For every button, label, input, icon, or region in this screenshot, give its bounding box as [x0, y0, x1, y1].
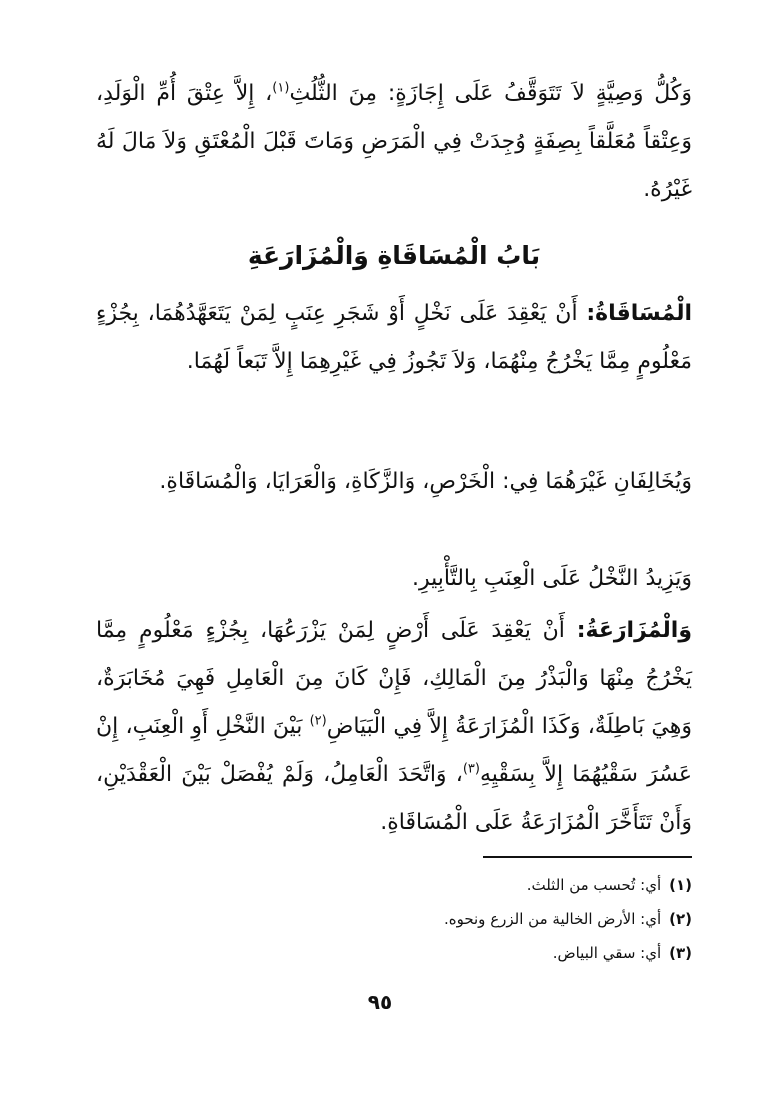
paragraph-text: ، وَاتَّحَدَ الْعَامِلُ، وَلَمْ يُفْصَلْ بَيْنَ الْعَقْدَيْنِ، وَأَنْ تَتَأَخَّرَ الْمُزَارَعَةُ عَلَى الْمُسَاقَاةِ. — [96, 762, 692, 835]
paragraph-muzaraa-definition — [96, 607, 692, 847]
paragraph-wasiyya — [96, 70, 692, 214]
paragraph-text: أَنْ يَعْقِدَ عَلَى نَخْلٍ أَوْ شَجَرِ عِنَبٍ لِمَنْ يَتَعَهَّدُهُمَا، بِجُزْءٍ مَعْلُومٍ مِمَّا يَخْرُجُ مِنْهُمَا، وَلاَ تَجُوزُ فِي غَيْرِهِمَا إِلاَّ تَبَعاً لَهُمَا. — [96, 301, 692, 374]
footnote-separator — [483, 856, 692, 858]
footnote-text: أي: تُحسب من الثلث. — [526, 876, 662, 894]
footnote-ref-3: (٣) — [462, 761, 480, 777]
footnote-number: (١) — [669, 876, 692, 894]
paragraph-text: بَيْنَ النَّخْلِ أَوِ الْعِنَبِ، إِنْ عَسُرَ سَقْيُهُمَا إِلاَّ بِسَقْيِهِ — [96, 714, 693, 787]
paragraph-text: وَكُلُّ وَصِيَّةٍ لاَ تَتَوَقَّفُ عَلَى إِجَازَةٍ: مِنَ الثُّلُثِ — [289, 81, 692, 106]
footnote-ref-1: (١) — [272, 80, 290, 96]
paragraph-musaqat-definition — [96, 290, 692, 386]
paragraph-text: أَنْ يَعْقِدَ عَلَى أَرْضٍ لِمَنْ يَزْرَعُهَا، بِجُزْءٍ مَعْلُومٍ مِمَّا يَخْرُجُ مِنْهَا وَالْبَذْرُ مِنَ الْمَالِكِ، فَإِنْ كَانَ مِنَ الْعَامِلِ فَهِيَ مُخَابَرَةٌ، وَهِيَ بَاطِلَةٌ، وَكَذَا الْمُزَارَعَةُ إِلاَّ فِي الْبَيَاضِ — [96, 618, 692, 739]
paragraph-tabir: وَيَزِيدُ النَّخْلُ عَلَى الْعِنَبِ بِالتَّأْبِيرِ. — [411, 566, 692, 591]
footnote-text: أي: سقي البياض. — [552, 944, 662, 962]
footnote-ref-2: (٢) — [309, 713, 327, 729]
chapter-heading: بَابُ الْمُسَاقَاةِ وَالْمُزَارَعَةِ — [247, 241, 541, 270]
footnote-item — [300, 936, 692, 970]
defined-term-musaqat: الْمُسَاقَاةُ: — [586, 301, 692, 326]
page-number: ٩٥ — [367, 990, 393, 1014]
footnote-item — [300, 868, 692, 902]
footnote-number: (٢) — [669, 910, 692, 928]
footnote-item — [300, 902, 692, 936]
footnote-number: (٣) — [669, 944, 692, 962]
paragraph-text: ، إِلاَّ عِتْقَ أُمِّ الْوَلَدِ، وَعِتْقاً مُعَلَّقاً بِصِفَةٍ وُجِدَتْ فِي الْمَرَضِ وَمَاتَ قَبْلَ الْمُعْتَقِ وَلاَ مَالَ لَهُ غَيْرُهُ. — [96, 81, 692, 202]
defined-term-muzaraa: وَالْمُزَارَعَةُ: — [576, 618, 692, 643]
footnotes — [300, 868, 692, 970]
paragraph-differences: وَيُخَالِفَانِ غَيْرَهُمَا فِي: الْخَرْصِ، وَالزَّكَاةِ، وَالْعَرَايَا، وَالْمُسَاقَاةِ. — [159, 469, 692, 494]
footnote-text: أي: الأرض الخالية من الزرع ونحوه. — [443, 910, 662, 928]
